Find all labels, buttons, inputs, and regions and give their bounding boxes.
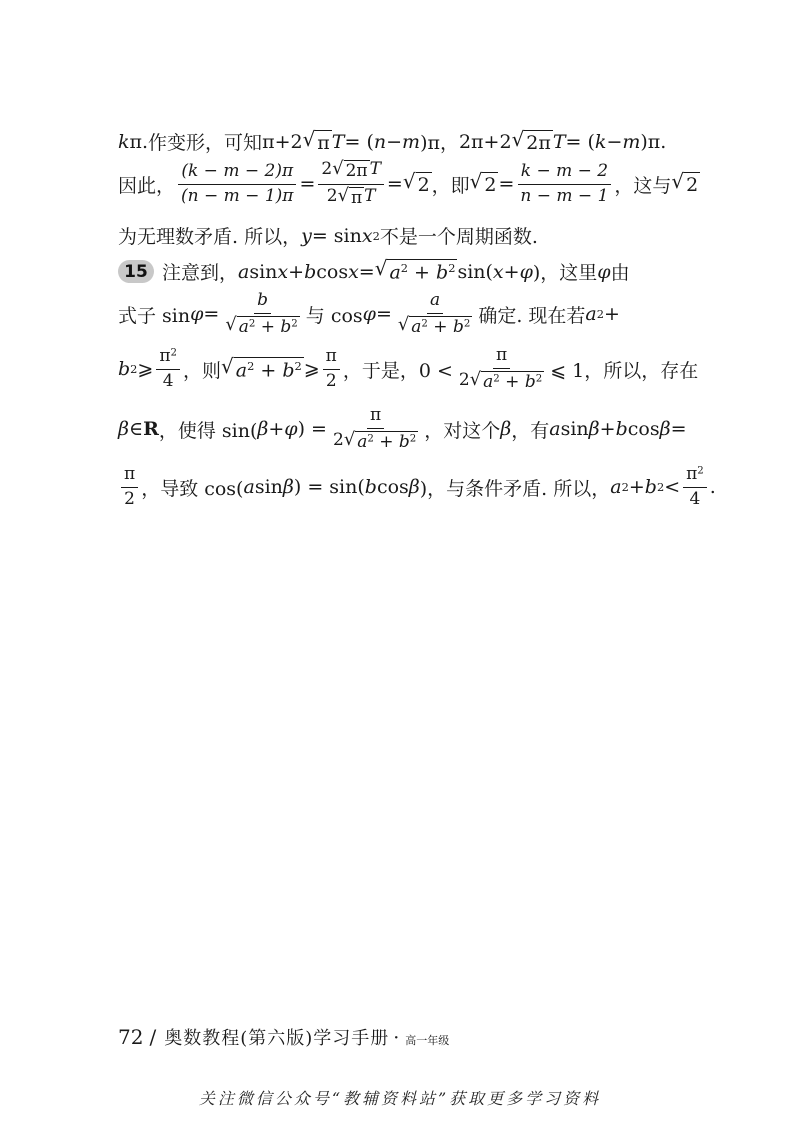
text: 注意到， [162, 262, 239, 284]
text: cos [627, 418, 660, 441]
var-a: a [610, 476, 622, 499]
footer-dot: · [393, 1027, 400, 1049]
watermark-text: 关注微信公众号“教辅资料站”获取更多学习资料 [198, 1089, 602, 1108]
text: ，则 [183, 359, 222, 382]
text: = [386, 173, 403, 196]
solution-line-4 [118, 258, 698, 285]
var-n: n [373, 130, 387, 153]
fraction: 2 √ 2π T 2 √ π T [318, 160, 384, 208]
text: = [498, 173, 515, 196]
fraction: π 2 √ $a^2 + b^2$ [332, 405, 417, 452]
text: − [606, 130, 623, 153]
sqrt: √ π [302, 126, 330, 154]
text: ⩾ [303, 358, 320, 381]
text: = [203, 303, 220, 326]
fraction: b √ $a^2 + b^2$ [225, 290, 298, 337]
footer-slash: / [149, 1025, 157, 1049]
text: + [628, 476, 645, 499]
text: = [375, 303, 392, 326]
text: sin [254, 476, 283, 499]
text: ) = [297, 418, 327, 441]
var-k: k [118, 130, 130, 153]
exponent: 2 [621, 480, 629, 495]
solution-line-2 [118, 160, 698, 208]
var-phi: φ [519, 260, 533, 283]
text: + [268, 418, 285, 441]
solution-line-6 [118, 346, 698, 392]
fraction: $\frac{\pi^2}{4}$ [683, 465, 707, 509]
text: + [599, 418, 616, 441]
page-number: 72 [118, 1025, 144, 1049]
text: )π， [420, 132, 459, 154]
var-b: b [118, 358, 131, 381]
var-beta: β [659, 418, 671, 441]
text: ，这与 [614, 174, 672, 197]
text: )π. [640, 130, 667, 153]
problem-number-badge: 15 [118, 260, 154, 283]
var-phi: φ [190, 303, 204, 326]
sqrt: √ 2 [469, 169, 497, 197]
var-a: a [243, 476, 255, 499]
var-phi: φ [597, 260, 611, 283]
text: ，使得 sin( [158, 419, 258, 442]
text: + [288, 260, 305, 283]
text: )，这里 [532, 262, 598, 284]
var-beta: β [408, 476, 420, 499]
var-y: y [301, 224, 312, 247]
var-x: x [361, 224, 373, 247]
var-b: b [364, 476, 377, 499]
var-phi: φ [284, 418, 298, 441]
solution-line-8 [118, 464, 716, 509]
fraction: a √ $a^2 + b^2$ [397, 290, 471, 337]
text: ，即 [431, 174, 470, 197]
text: ⩾ [137, 358, 154, 381]
text: ∈ [128, 418, 144, 441]
text: ⩽ 1，所以，存在 [550, 359, 699, 382]
text: ，有 [511, 419, 550, 442]
solution-line-5 [118, 291, 698, 337]
text: sin [249, 260, 278, 283]
text: = sin [311, 224, 362, 247]
text: + [604, 303, 620, 326]
text: ) = sin( [293, 476, 365, 499]
text: sin( [457, 260, 493, 283]
solution-line-3 [118, 222, 698, 249]
var-a: a [238, 260, 250, 283]
text: sin [560, 418, 589, 441]
text: = ( [565, 130, 595, 153]
text: π. [129, 130, 149, 153]
var-beta: β [257, 418, 269, 441]
var-beta: β [118, 418, 129, 441]
text: 2π+2 [458, 130, 512, 153]
var-phi: φ [362, 303, 376, 326]
sqrt: √ 2 [402, 169, 430, 197]
var-b: b [615, 418, 628, 441]
exponent: 2 [372, 228, 380, 243]
text: 为无理数矛盾. 所以， [118, 226, 302, 248]
exponent: 2 [596, 307, 604, 322]
text: − [386, 130, 403, 153]
var-beta: β [588, 418, 600, 441]
text: cos [316, 260, 349, 283]
text: = [299, 173, 316, 196]
text: 作变形，可知 [148, 132, 263, 154]
fraction: π 2 √ $a^2 + b^2$ [458, 345, 543, 392]
sqrt: √ $a^2 + b^2$ [374, 256, 456, 284]
var-beta: β [500, 418, 512, 441]
text: = [670, 418, 687, 441]
text: 因此， [118, 174, 176, 197]
text: 与 cos [305, 304, 363, 327]
fraction: $\frac{\pi}{2}$ [121, 465, 138, 509]
var-m: m [622, 130, 641, 153]
text: 确定. 现在若 [478, 304, 586, 327]
var-k: k [594, 130, 607, 153]
var-T: T [552, 130, 566, 153]
text: ，于是，0 < [342, 359, 453, 382]
fraction: $\frac{\pi}{2}$ [323, 347, 340, 391]
fraction: $\frac{k - m - 2}{n - m - 1}$ [517, 162, 611, 206]
sqrt: √ 2 [671, 169, 699, 197]
text: )，与条件矛盾. 所以， [419, 477, 611, 500]
text: ，导致 cos( [141, 477, 244, 500]
fraction: $\frac{(k - m - 2)\pi}{(n - m - 1)\pi}$ [178, 162, 296, 206]
book-title: 奥数教程(第六版)学习手册 [164, 1028, 390, 1049]
text: + [503, 260, 520, 283]
text: +2 [274, 130, 303, 153]
text: 不是一个周期函数. [379, 226, 538, 248]
grade-label: 高一年级 [405, 1034, 450, 1047]
var-b: b [304, 260, 317, 283]
text: cos [376, 476, 409, 499]
page-footer [118, 1024, 449, 1050]
sqrt: √ 2π [511, 126, 551, 154]
var-T: T [331, 130, 345, 153]
var-m: m [402, 130, 421, 153]
exponent: 2 [656, 480, 665, 495]
var-a: a [585, 303, 597, 326]
set-R: R [143, 418, 159, 441]
var-beta: β [282, 476, 294, 499]
text: 式子 sin [118, 304, 191, 327]
text: ，对这个 [424, 419, 501, 442]
var-x: x [492, 260, 504, 283]
var-x: x [277, 260, 289, 283]
var-x: x [348, 260, 359, 283]
text: = [358, 260, 375, 283]
text: < [664, 476, 681, 499]
text: . [709, 476, 716, 499]
text: π [262, 130, 275, 153]
var-b: b [644, 476, 657, 499]
exponent: 2 [130, 362, 138, 377]
solution-line-1 [118, 128, 698, 155]
text: 由 [610, 262, 630, 284]
text: = ( [344, 130, 374, 153]
solution-line-7 [118, 406, 698, 452]
var-a: a [549, 418, 561, 441]
fraction: $\frac{\pi^2}{4}$ [156, 347, 180, 391]
sqrt: √ $a^2 + b^2$ [221, 353, 302, 382]
